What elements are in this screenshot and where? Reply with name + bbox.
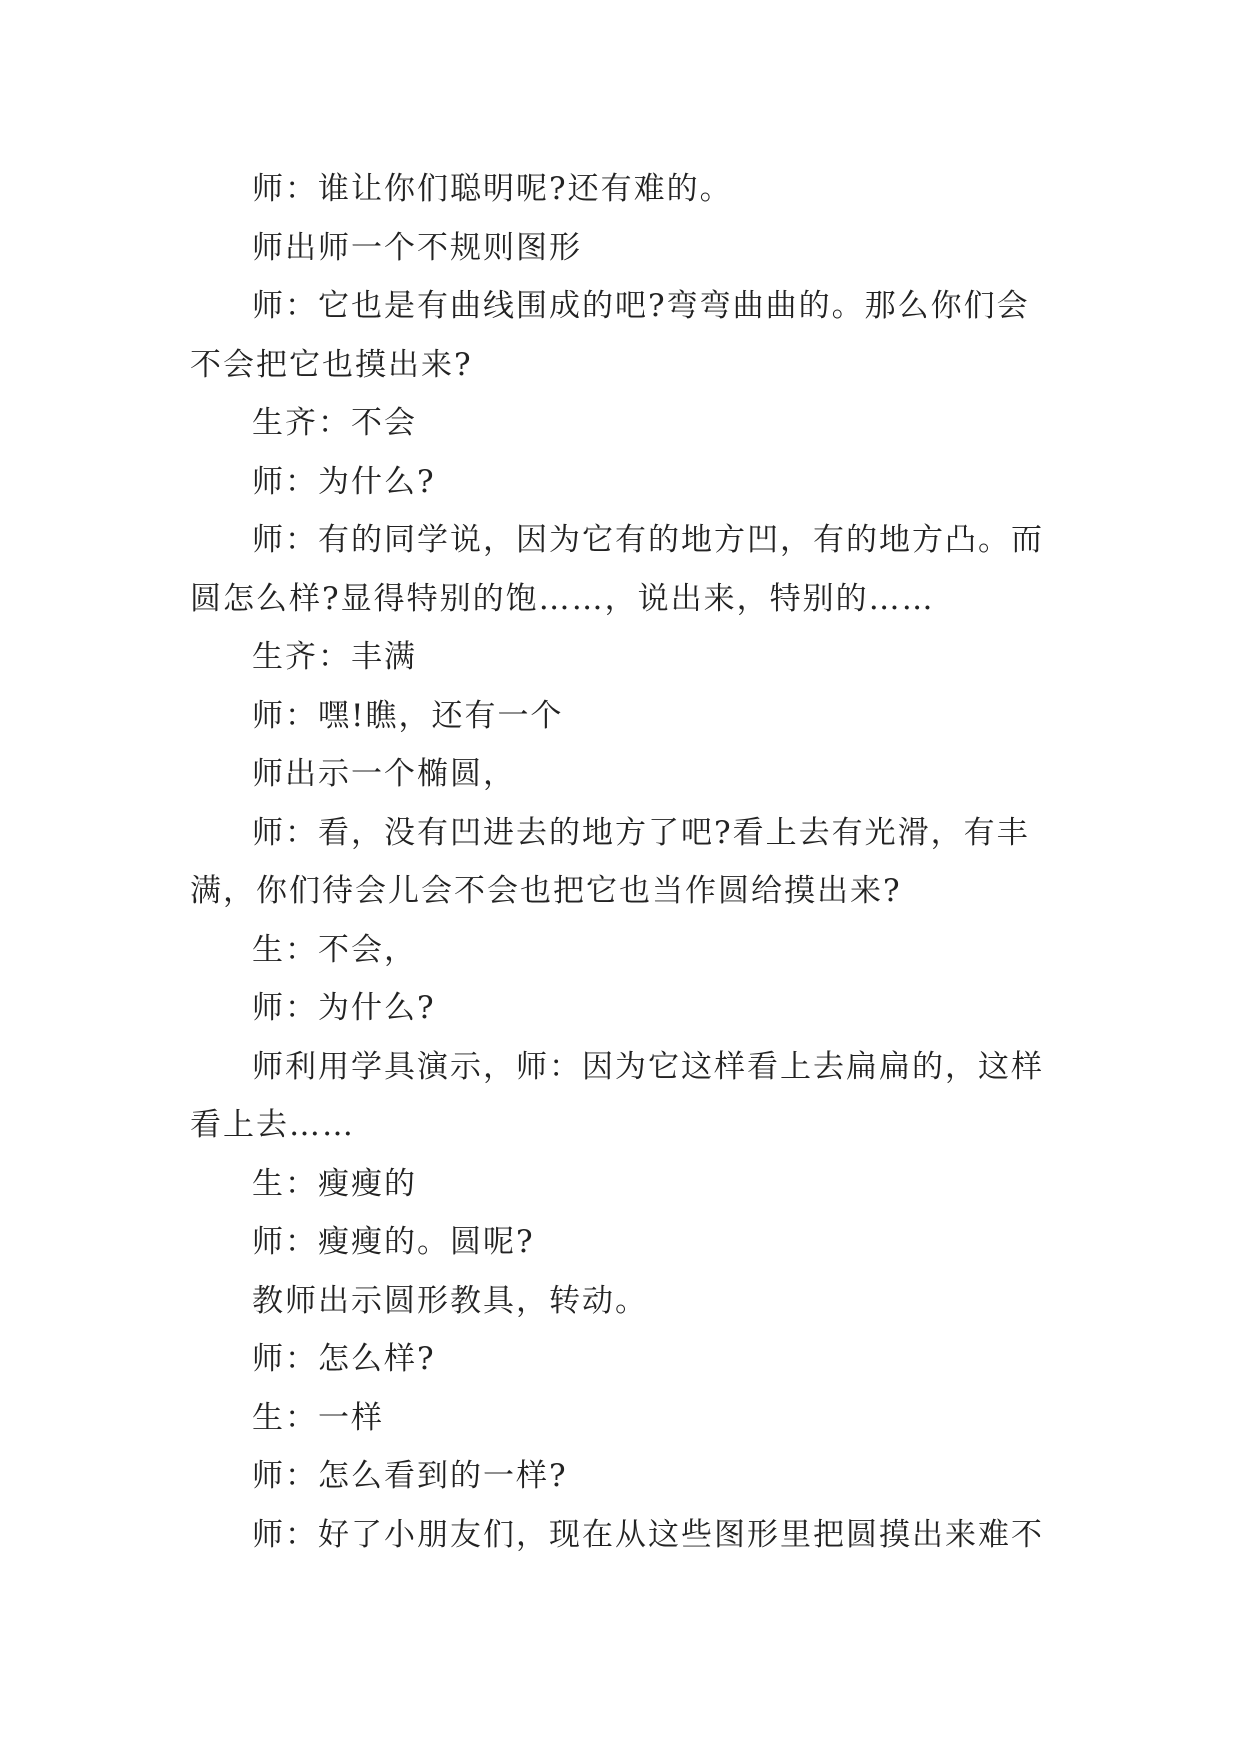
- paragraph: 师：好了小朋友们，现在从这些图形里把圆摸出来难不: [252, 1516, 1044, 1553]
- paragraph: 师：为什么?: [252, 990, 436, 1026]
- paragraph: 师：怎么样?: [252, 1341, 436, 1377]
- paragraph: 师：嘿!瞧，还有一个: [252, 697, 564, 734]
- paragraph: 生：瘦瘦的: [252, 1165, 417, 1202]
- paragraph: 生齐：丰满: [252, 639, 417, 675]
- paragraph: 生：一样: [252, 1399, 384, 1436]
- paragraph: 生：不会，: [252, 931, 417, 968]
- paragraph: 师：看，没有凹进去的地方了吧?看上去有光滑，有丰满，你们待会儿会不会也把它也当作圆给摸出来?: [190, 814, 1030, 909]
- paragraph: 师出师一个不规则图形: [252, 229, 582, 266]
- paragraph: 师：谁让你们聪明呢?还有难的。: [252, 171, 733, 207]
- paragraph: 师：怎么看到的一样?: [252, 1458, 568, 1494]
- paragraph: 教师出示圆形教具，转动。: [252, 1282, 648, 1319]
- paragraph: 师：瘦瘦的。圆呢?: [252, 1224, 535, 1260]
- document-body: [190, 160, 1050, 1564]
- paragraph: 师：它也是有曲线围成的吧?弯弯曲曲的。那么你们会不会把它也摸出来?: [190, 288, 1030, 383]
- paragraph: 生齐：不会: [252, 405, 417, 441]
- paragraph: 师利用学具演示，师：因为它这样看上去扁扁的，这样看上去……: [190, 1048, 1044, 1143]
- paragraph: 师出示一个椭圆，: [252, 756, 516, 792]
- paragraph: 师：为什么?: [252, 463, 436, 500]
- paragraph: 师：有的同学说，因为它有的地方凹，有的地方凸。而圆怎么样?显得特别的饱……，说出来，特别的……: [190, 522, 1044, 617]
